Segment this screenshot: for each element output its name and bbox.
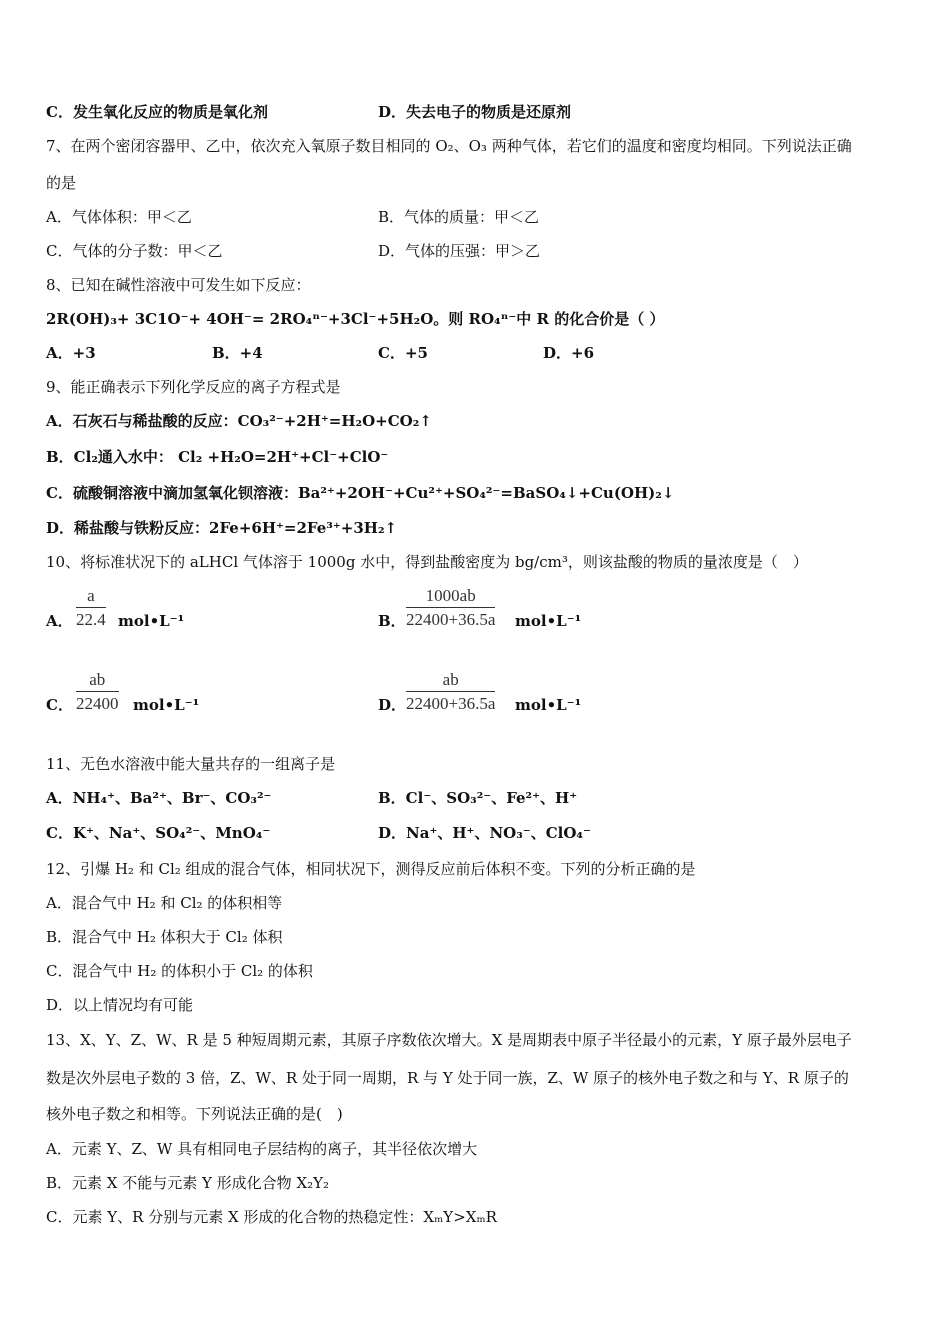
q10-stem: 10、将标准状况下的 aLHCl 气体溶于 1000g 水中，得到盐酸密度为 bg/cm³，则该盐酸的物质的量浓度是（ ） [46, 553, 808, 571]
q8-option-a: A．+3 [46, 344, 96, 362]
q6-option-c: C．发生氧化反应的物质是氧化剂 [46, 103, 268, 121]
q10-denominator-b: 22400+36.5a [406, 610, 496, 629]
q12-option-d: D．以上情况均有可能 [46, 996, 194, 1014]
q13-option-a: A．元素 Y、Z、W 具有相同电子层结构的离子，其半径依次增大 [46, 1140, 478, 1158]
q8-option-b: B．+4 [212, 344, 263, 362]
q10-label-d: D． [378, 696, 407, 714]
q10-unit-b: mol•L⁻¹ [515, 612, 582, 630]
q7-stem-line1: 7、在两个密闭容器甲、乙中，依次充入氧原子数目相同的 O₂、O₃ 两种气体，若它们的温度和密度均相同。下列说法正确 [46, 137, 852, 155]
q10-denominator-c: 22400 [76, 694, 119, 713]
q7-option-b: B．气体的质量：甲＜乙 [378, 208, 540, 226]
q10-label-c: C． [46, 696, 73, 714]
q10-numerator-c: ab [76, 669, 119, 692]
q13-stem-line3: 核外电子数之和相等。下列说法正确的是( ) [46, 1105, 343, 1123]
q8-stem-line1: 8、已知在碱性溶液中可发生如下反应： [46, 276, 311, 294]
q12-option-c: C．混合气中 H₂ 的体积小于 Cl₂ 的体积 [46, 962, 313, 980]
q7-option-c: C．气体的分子数：甲＜乙 [46, 242, 223, 260]
q13-stem-line2: 数是次外层电子数的 3 倍，Z、W、R 处于同一周期，R 与 Y 处于同一族，Z、W 原子的核外电子数之和与 Y、R 原子的 [46, 1069, 849, 1087]
q10-unit-c: mol•L⁻¹ [133, 696, 200, 714]
q7-option-a: A．气体体积：甲＜乙 [46, 208, 192, 226]
q10-label-b: B． [378, 612, 406, 630]
q9-option-b: B．Cl₂通入水中： Cl₂ +H₂O=2H⁺+Cl⁻+ClO⁻ [46, 448, 389, 466]
q10-numerator-b: 1000ab [406, 585, 495, 608]
q10-label-a: A． [46, 612, 73, 630]
q10-denominator-d: 22400+36.5a [406, 694, 496, 713]
q9-option-a: A．石灰石与稀盐酸的反应：CO₃²⁻+2H⁺=H₂O+CO₂↑ [46, 412, 432, 430]
q7-stem-line2: 的是 [46, 174, 77, 192]
q9-stem: 9、能正确表示下列化学反应的离子方程式是 [46, 378, 341, 396]
q10-fraction-a [76, 585, 106, 632]
q13-stem-line1: 13、X、Y、Z、W、R 是 5 种短周期元素，其原子序数依次增大。X 是周期表中原子半径最小的元素，Y 原子最外层电子 [46, 1031, 852, 1049]
q9-option-d: D．稀盐酸与铁粉反应：2Fe+6H⁺=2Fe³⁺+3H₂↑ [46, 519, 398, 537]
q11-option-c: C．K⁺、Na⁺、SO₄²⁻、MnO₄⁻ [46, 824, 271, 842]
q10-fraction-b [406, 585, 495, 632]
q8-option-c: C．+5 [378, 344, 428, 362]
q10-denominator-a: 22.4 [76, 610, 106, 629]
q12-option-a: A．混合气中 H₂ 和 Cl₂ 的体积相等 [46, 894, 283, 912]
q12-option-b: B．混合气中 H₂ 体积大于 Cl₂ 体积 [46, 928, 283, 946]
q10-fraction-d [406, 669, 495, 716]
q10-numerator-d: ab [406, 669, 495, 692]
q11-stem: 11、无色水溶液中能大量共存的一组离子是 [46, 755, 336, 773]
q10-unit-d: mol•L⁻¹ [515, 696, 582, 714]
q13-option-b: B．元素 X 不能与元素 Y 形成化合物 X₂Y₂ [46, 1174, 330, 1192]
q8-equation: 2R(OH)₃+ 3C1O⁻+ 4OH⁻= 2RO₄ⁿ⁻+3Cl⁻+5H₂O。则 RO₄ⁿ⁻中 R 的化合价是（ ） [46, 310, 665, 328]
q8-option-d: D．+6 [543, 344, 595, 362]
q11-option-a: A．NH₄⁺、Ba²⁺、Br⁻、CO₃²⁻ [46, 789, 272, 807]
q6-option-d: D．失去电子的物质是还原剂 [378, 103, 572, 121]
q11-option-b: B．Cl⁻、SO₃²⁻、Fe²⁺、H⁺ [378, 789, 578, 807]
q13-option-c: C．元素 Y、R 分别与元素 X 形成的化合物的热稳定性：XₘY>XₘR [46, 1208, 497, 1226]
q10-fraction-c [76, 669, 119, 716]
q7-option-d: D．气体的压强：甲＞乙 [378, 242, 541, 260]
q9-option-c: C．硫酸铜溶液中滴加氢氧化钡溶液：Ba²⁺+2OH⁻+Cu²⁺+SO₄²⁻=BaSO₄↓+Cu(OH)₂↓ [46, 484, 675, 502]
q12-stem: 12、引爆 H₂ 和 Cl₂ 组成的混合气体，相同状况下，测得反应前后体积不变。下列的分析正确的是 [46, 860, 696, 878]
q11-option-d: D．Na⁺、H⁺、NO₃⁻、ClO₄⁻ [378, 824, 591, 842]
q10-unit-a: mol•L⁻¹ [118, 612, 185, 630]
q10-numerator-a: a [76, 585, 106, 608]
